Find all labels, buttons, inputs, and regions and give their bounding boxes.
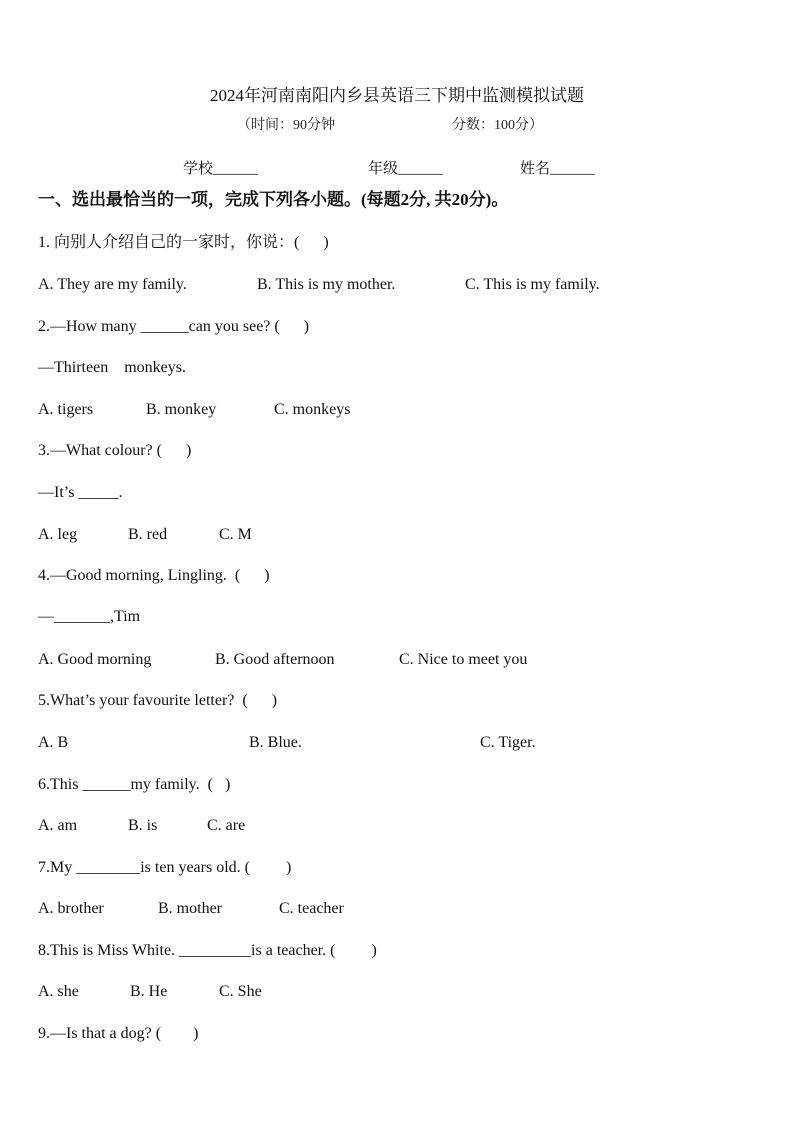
option-b: B. monkey bbox=[146, 401, 217, 418]
option-b: B. This is my mother. bbox=[257, 276, 396, 293]
question-stem: 8.This is Miss White. _________is a teacher. ( ) bbox=[38, 942, 377, 959]
section-heading: 一、选出最恰当的一项，完成下列各小题。(每题2分, 共20分)。 bbox=[38, 190, 509, 209]
option-a: A. am bbox=[38, 817, 78, 834]
question-stem: 1. 向别人介绍自己的一家时，你说：( ) bbox=[38, 234, 329, 251]
question-stem: 7.My ________is ten years old. ( ) bbox=[38, 859, 292, 876]
question-stem: 6.This ______my family. ( ) bbox=[38, 776, 231, 793]
question-stem: 4.—Good morning, Lingling. ( ) bbox=[38, 567, 270, 584]
option-b: B. Good afternoon bbox=[215, 651, 335, 668]
option-c: C. teacher bbox=[279, 900, 344, 917]
option-c: C. monkeys bbox=[274, 401, 351, 418]
option-a: A. brother bbox=[38, 900, 104, 917]
option-b: B. red bbox=[128, 526, 168, 543]
question-stem: 3.—What colour? ( ) bbox=[38, 442, 192, 459]
option-b: B. mother bbox=[158, 900, 222, 917]
school-field: 学校______ bbox=[183, 161, 259, 177]
question-stem: 2.—How many ______can you see? ( ) bbox=[38, 318, 310, 335]
option-b: B. is bbox=[128, 817, 158, 834]
option-a: A. tigers bbox=[38, 401, 94, 418]
option-c: C. She bbox=[219, 983, 262, 1000]
question-stem: 9.—Is that a dog? ( ) bbox=[38, 1025, 199, 1042]
option-c: C. Nice to meet you bbox=[399, 651, 528, 668]
name-field: 姓名______ bbox=[520, 161, 596, 177]
option-c: C. are bbox=[207, 817, 246, 834]
question-dialogue: —It’s _____. bbox=[38, 484, 123, 501]
grade-field: 年级______ bbox=[368, 161, 444, 177]
question-dialogue: —Thirteen monkeys. bbox=[38, 359, 186, 376]
option-a: A. They are my family. bbox=[38, 276, 187, 293]
exam-score: 分数：100分） bbox=[452, 118, 543, 133]
page-title: 2024年河南南阳内乡县英语三下期中监测模拟试题 bbox=[210, 86, 584, 105]
option-b: B. He bbox=[130, 983, 168, 1000]
exam-time: （时间：90分钟 bbox=[237, 118, 335, 133]
question-dialogue: —_______,Tim bbox=[38, 608, 141, 625]
option-a: A. B bbox=[38, 734, 69, 751]
option-b: B. Blue. bbox=[249, 734, 302, 751]
option-a: A. Good morning bbox=[38, 651, 152, 668]
option-c: C. Tiger. bbox=[480, 734, 536, 751]
option-a: A. she bbox=[38, 983, 79, 1000]
option-c: C. This is my family. bbox=[465, 276, 600, 293]
option-a: A. leg bbox=[38, 526, 78, 543]
option-c: C. M bbox=[219, 526, 252, 543]
question-stem: 5.What’s your favourite letter? ( ) bbox=[38, 692, 278, 709]
